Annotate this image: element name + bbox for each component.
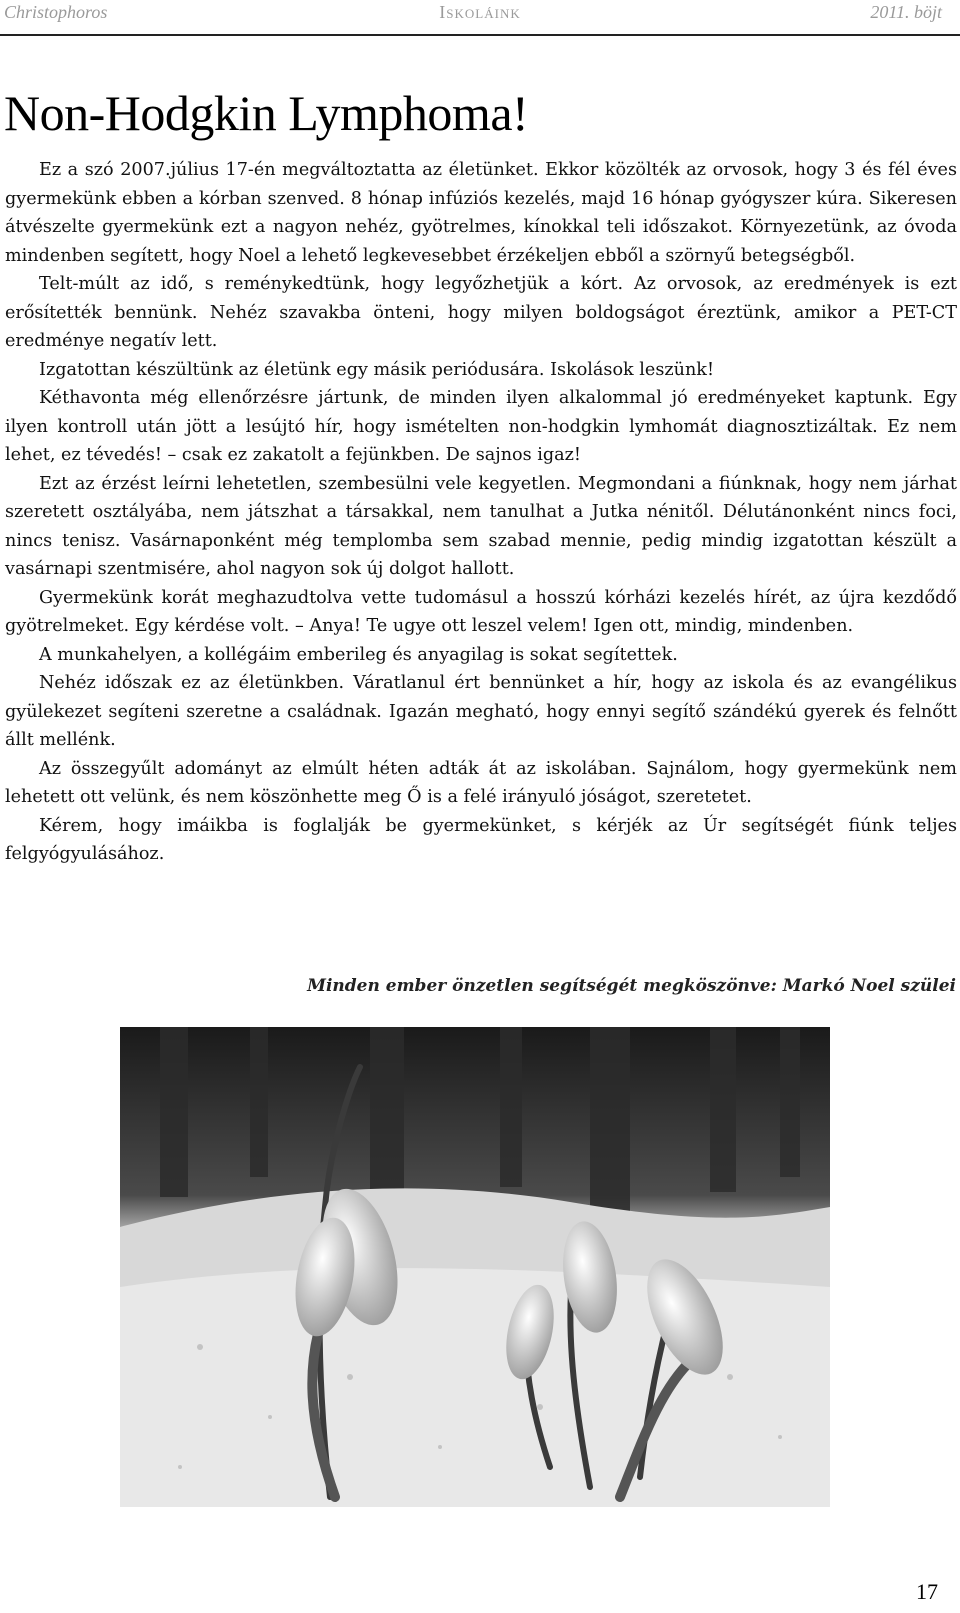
paragraph: Kéthavonta még ellenőrzésre jártunk, de minden ilyen alkalommal jó eredményeket kaptunk. Egy ilyen kontroll után jött a lesújtó hír, hogy ismételten non-hodgkin lymhomát diagnosztizáltak. Ez nem lehet, ez tévedés! – csak ez zakatolt a fejünkben. De sajnos igaz! bbox=[5, 388, 957, 465]
page-number: 17 bbox=[916, 1579, 938, 1604]
paragraph: A munkahelyen, a kollégáim emberileg és anyagilag is sokat segítettek. bbox=[39, 644, 678, 665]
paragraph: Ezt az érzést leírni lehetetlen, szembesülni vele kegyetlen. Megmondani a fiúnknak, hogy nem járhat szeretett osztályába, nem játszhat a társakkal, nem tanulhat a Jutka nénitől. Délutánonként nincs foci, nincs tenisz. Vasárnaponként még templomba sem szabad mennie, pedig mindig izgatottan készült a vasárnapi szentmisére, ahol nagyon sok új dolgot hallott. bbox=[5, 473, 957, 579]
article-body bbox=[5, 156, 957, 869]
paragraph: Ez a szó 2007.július 17-én megváltoztatta az életünket. Ekkor közölték az orvosok, hogy 3 és fél éves gyermekünk ebben a kórban szenved. 8 hónap infúziós kezelés, majd 16 hónap gyógyszer kúra. Sikeresen átvészelte gyermekünk ezt a nagyon nehéz, gyötrelmes, kínokkal teli időszakot. Környezetünk, az óvoda mindenben segített, hogy Noel a lehető legkevesebbet érzékeljen ebből a szörnyű betegségből. bbox=[5, 160, 957, 266]
paragraph: Gyermekünk korát meghazudtolva vette tudomásul a hosszú kórházi kezelés hírét, az újra kezdődő gyötrelmeket. Egy kérdése volt. – Anya! Te ugye ott leszel velem! Igen ott, mindig, mindenben. bbox=[5, 587, 957, 636]
article-title: Non-Hodgkin Lymphoma! bbox=[4, 85, 529, 141]
paragraph: Kérem, hogy imáikba is foglalják be gyermekünket, s kérjék az Úr segítségét fiúnk teljes felgyógyulásához. bbox=[5, 815, 957, 864]
snowdrop-photo bbox=[120, 1027, 830, 1507]
signature: Minden ember önzetlen segítségét megköszönve: Markó Noel szülei bbox=[307, 976, 956, 996]
header-publication: Christophoros bbox=[4, 2, 108, 22]
snowdrop-illustration bbox=[120, 1027, 830, 1507]
paragraph: Nehéz időszak ez az életünkben. Váratlanul ért bennünket a hír, hogy az iskola és az evangélikus gyülekezet segíteni szeretne a családnak. Igazán megható, hogy ennyi segítő szándékú gyerek és felnőtt állt mellénk. bbox=[5, 673, 957, 750]
header-section: Iskoláink bbox=[439, 2, 521, 22]
running-header bbox=[0, 0, 960, 36]
header-issue: 2011. böjt bbox=[870, 2, 942, 22]
paragraph: Izgatottan készültünk az életünk egy másik periódusára. Iskolások leszünk! bbox=[39, 359, 715, 380]
paragraph: Telt-múlt az idő, s reménykedtünk, hogy legyőzhetjük a kórt. Az orvosok, az eredmények is ezt erősítették bennünk. Nehéz szavakba önteni, hogy milyen boldogságot éreztünk, amikor a PET-CT eredménye negatív lett. bbox=[5, 274, 957, 351]
paragraph: Az összegyűlt adományt az elmúlt héten adták át az iskolában. Sajnálom, hogy gyermekünk nem lehetett ott velünk, és nem köszönhette meg Ő is a felé irányuló jóságot, szeretetet. bbox=[5, 758, 957, 807]
